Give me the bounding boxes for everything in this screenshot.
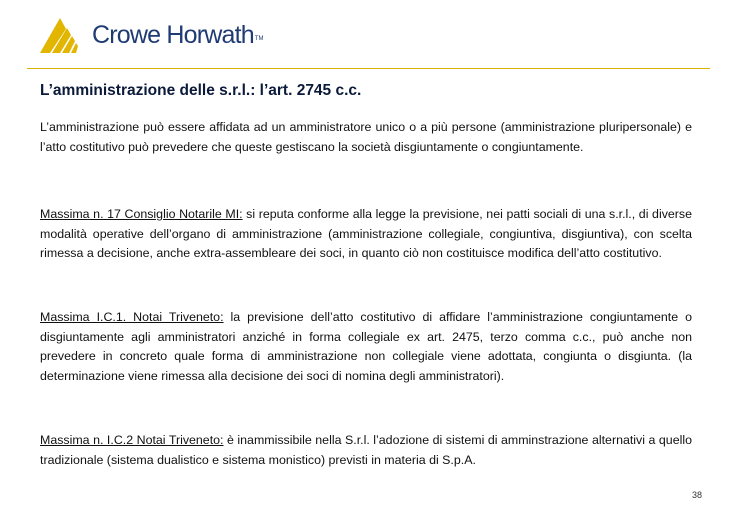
paragraph-source: Massima n. I.C.2 Notai Triveneto: — [40, 433, 224, 447]
slide-title: L’amministrazione delle s.r.l.: l’art. 2745 c.c. — [40, 82, 362, 99]
paragraph-text: si reputa conforme alla legge la previsione, nei patti sociali di una s.r.l., di diverse modalità operative dell’organo di amministrazione (amministrazione collegiale, congiuntiva, disgiuntiva), con scelta rimessa a decisione, anche extra-assembleare dei soci, in quanto ciò non costituisce modifica dell’atto costitutivo. — [40, 207, 692, 260]
paragraph-massima-ic2 — [40, 431, 692, 470]
logo-trademark: TM — [254, 35, 264, 42]
paragraph-text: è inammissibile nella S.r.l. l’adozione di sistemi di amminstrazione alternativi a quello tradizionale (sistema dualistico e sistema monistico) previsti in materia di S.p.A. — [40, 433, 692, 467]
logo-mark-icon — [38, 15, 84, 55]
paragraph-text: la previsione dell’atto costitutivo di affidare l’amministrazione congiuntamente o disgiuntamente agli amministratori anziché in forma collegiale ex art. 2475, terzo comma c.c., può anche non prevedere in concreto quale forma di amministrazione non collegiale viene adottata, congiunta o disgiunta. (la determinazione viene rimessa alla decisione dei soci di nomina degli amministratori). — [40, 310, 693, 383]
header-divider — [27, 68, 710, 69]
paragraph-source: Massima n. 17 Consiglio Notarile MI: — [40, 207, 243, 221]
page-number: 38 — [691, 490, 702, 500]
paragraph-intro — [40, 118, 692, 157]
paragraph-source: Massima I.C.1. Notai Triveneto: — [40, 310, 224, 324]
paragraph-massima-ic1 — [40, 308, 692, 386]
paragraph-text: L’amministrazione può essere affidata ad un amministratore unico o a più persone (amministrazione pluripersonale) e l’atto costitutivo può prevedere che queste gestiscano la società disgiuntamente o congiuntamente. — [40, 120, 692, 154]
logo-wordmark-text: Crowe Horwath — [92, 20, 254, 49]
paragraph-massima-17 — [40, 205, 692, 264]
logo-wordmark — [92, 21, 264, 50]
crowe-horwath-logo — [38, 14, 264, 56]
